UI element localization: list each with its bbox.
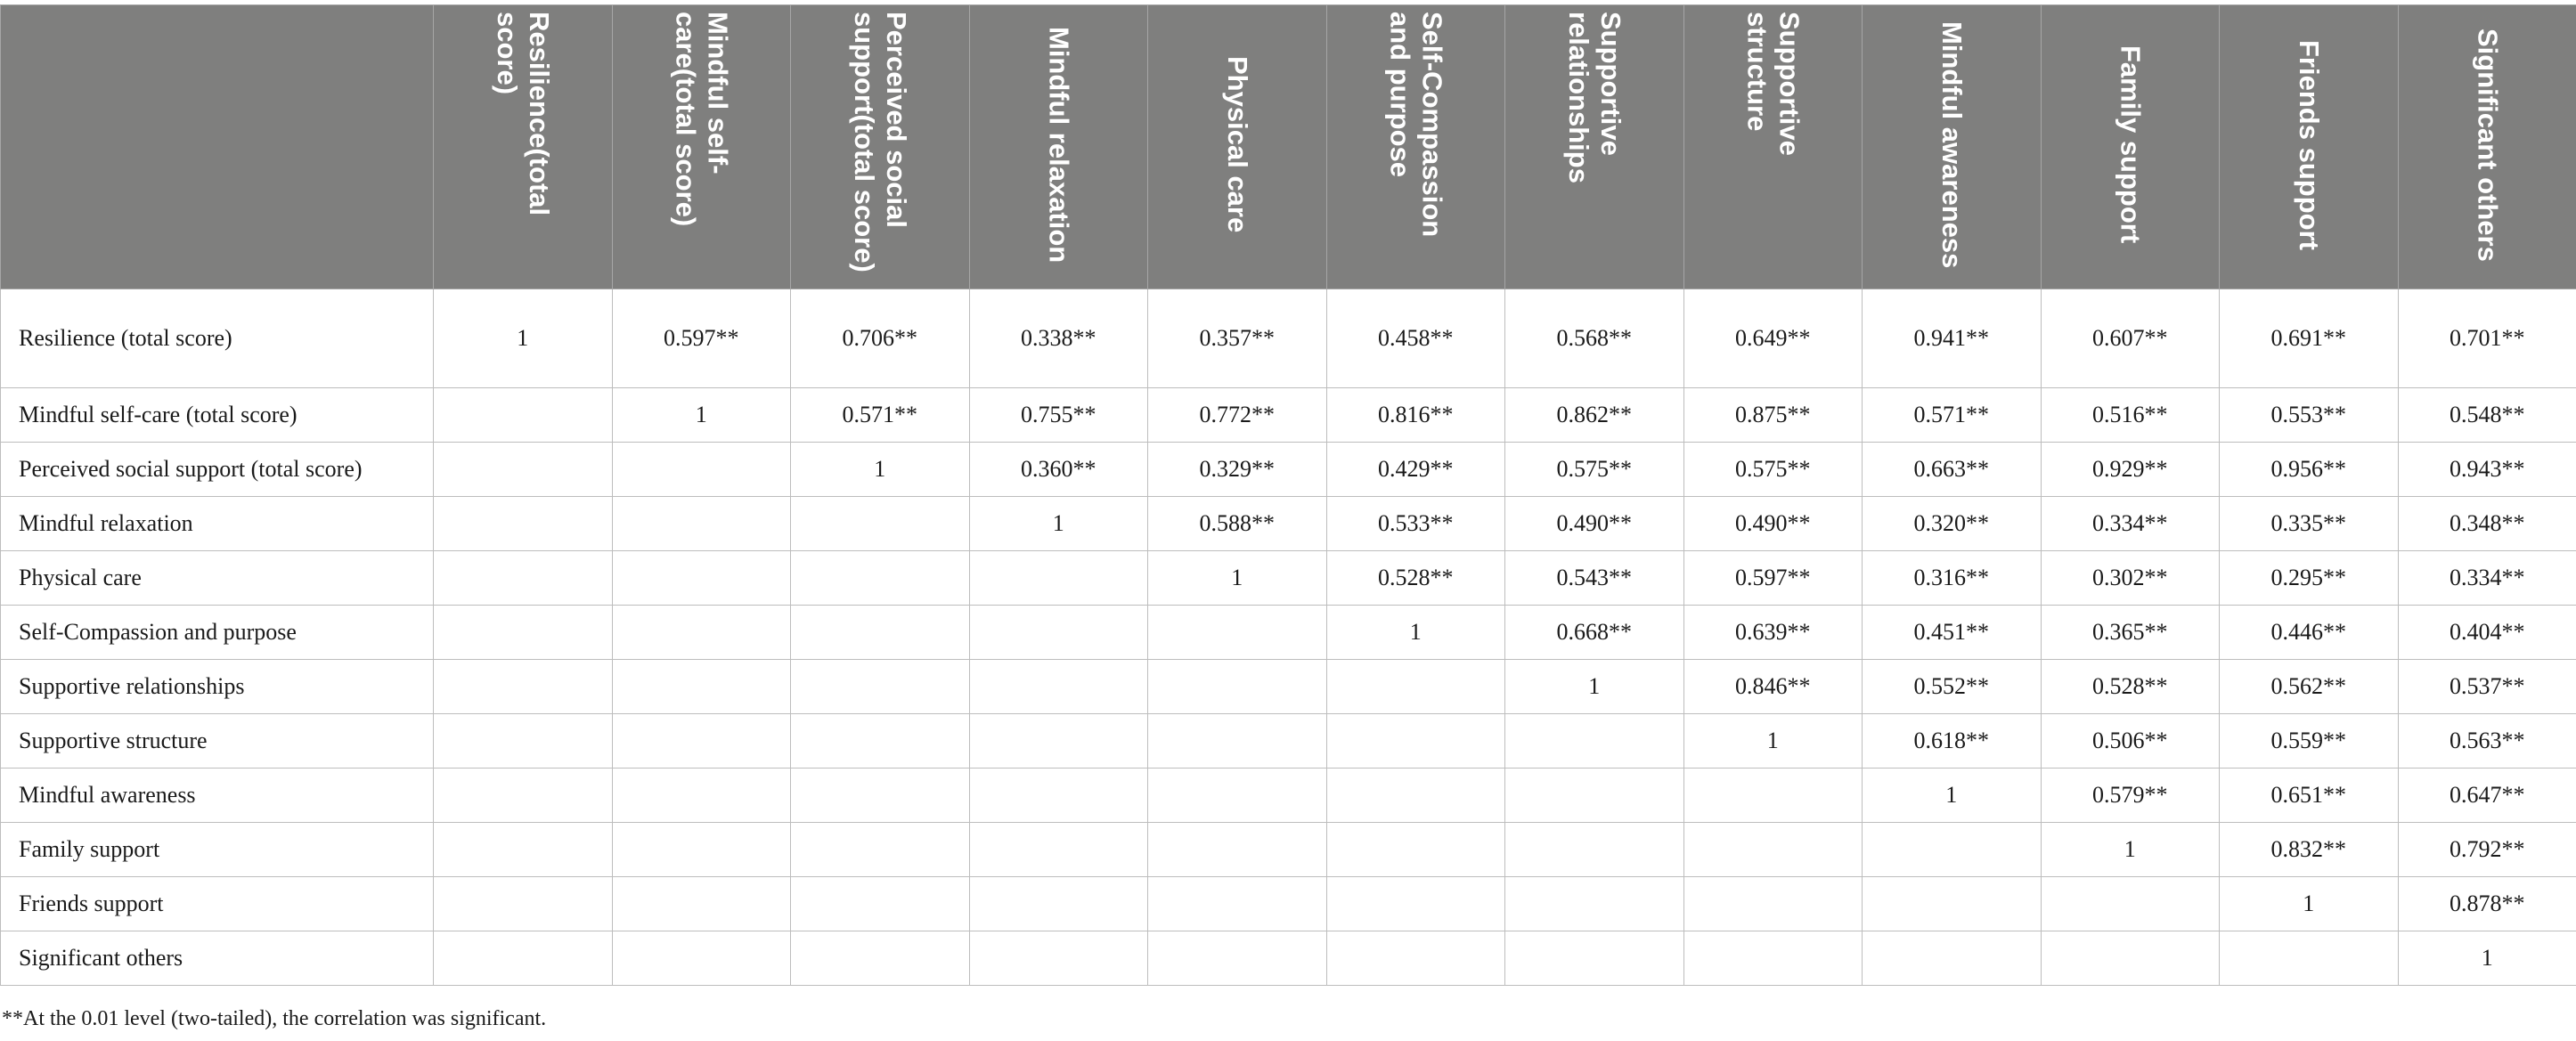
table-cell: 0.528**	[1326, 551, 1505, 606]
table-cell: 1	[1683, 714, 1863, 769]
table-cell: 0.533**	[1326, 497, 1505, 551]
table-cell	[1863, 877, 2042, 931]
table-cell: 0.571**	[1863, 388, 2042, 443]
table-cell	[434, 497, 613, 551]
table-cell	[434, 660, 613, 714]
table-cell: 0.316**	[1863, 551, 2042, 606]
table-cell: 0.878**	[2398, 877, 2576, 931]
column-header	[612, 5, 791, 289]
table-cell	[612, 497, 791, 551]
table-cell	[791, 931, 970, 986]
table-cell: 0.360**	[969, 443, 1148, 497]
table-cell: 0.506**	[2041, 714, 2220, 769]
column-header-label: Perceived social support(total score)	[848, 11, 912, 272]
table-cell	[612, 823, 791, 877]
table-cell: 0.338**	[969, 289, 1148, 388]
table-cell: 0.571**	[791, 388, 970, 443]
column-header-label: Family support	[2115, 45, 2147, 244]
table-cell	[969, 877, 1148, 931]
table-cell: 1	[2398, 931, 2576, 986]
row-label: Self-Compassion and purpose	[1, 606, 434, 660]
table-row	[1, 877, 2576, 931]
table-cell	[791, 714, 970, 769]
table-cell	[1148, 660, 1327, 714]
table-cell: 0.329**	[1148, 443, 1327, 497]
table-cell: 0.451**	[1863, 606, 2042, 660]
table-body	[1, 289, 2576, 986]
table-cell	[969, 931, 1148, 986]
table-row	[1, 289, 2576, 388]
table-cell	[612, 877, 791, 931]
table-cell: 0.548**	[2398, 388, 2576, 443]
table-row	[1, 714, 2576, 769]
row-label: Physical care	[1, 551, 434, 606]
column-header-label: Supportive relationships	[1562, 11, 1626, 183]
table-cell	[791, 497, 970, 551]
table-cell: 1	[1148, 551, 1327, 606]
column-header	[434, 5, 613, 289]
table-cell: 1	[791, 443, 970, 497]
table-row	[1, 769, 2576, 823]
table-cell	[1683, 769, 1863, 823]
table-cell	[1505, 769, 1684, 823]
table-cell	[612, 931, 791, 986]
table-cell: 0.597**	[1683, 551, 1863, 606]
table-cell: 0.755**	[969, 388, 1148, 443]
table-cell: 0.528**	[2041, 660, 2220, 714]
column-header	[1148, 5, 1327, 289]
table-cell: 0.929**	[2041, 443, 2220, 497]
table-cell: 0.537**	[2398, 660, 2576, 714]
table-header	[1, 5, 2576, 289]
table-cell: 0.862**	[1505, 388, 1684, 443]
column-header-label: Resilience(total score)	[491, 11, 555, 216]
table-cell: 0.575**	[1505, 443, 1684, 497]
table-cell	[612, 769, 791, 823]
table-cell: 0.348**	[2398, 497, 2576, 551]
table-cell: 0.575**	[1683, 443, 1863, 497]
table-cell: 0.295**	[2220, 551, 2399, 606]
table-cell: 0.302**	[2041, 551, 2220, 606]
column-header-label: Mindful awareness	[1936, 20, 1968, 269]
table-cell: 0.553**	[2220, 388, 2399, 443]
column-header-label: Physical care	[1221, 56, 1253, 233]
table-cell	[434, 769, 613, 823]
table-cell: 0.618**	[1863, 714, 2042, 769]
table-cell	[791, 660, 970, 714]
table-cell: 0.663**	[1863, 443, 2042, 497]
table-row	[1, 606, 2576, 660]
column-header-label: Friends support	[2293, 39, 2325, 250]
row-label: Mindful self-care (total score)	[1, 388, 434, 443]
table-cell: 0.320**	[1863, 497, 2042, 551]
table-cell	[1148, 931, 1327, 986]
table-cell: 0.559**	[2220, 714, 2399, 769]
table-cell	[1505, 931, 1684, 986]
table-cell: 0.429**	[1326, 443, 1505, 497]
table-cell	[1326, 660, 1505, 714]
table-cell: 0.334**	[2041, 497, 2220, 551]
table-cell	[791, 823, 970, 877]
table-row	[1, 660, 2576, 714]
table-cell: 1	[434, 289, 613, 388]
table-cell: 0.772**	[1148, 388, 1327, 443]
row-label: Mindful awareness	[1, 769, 434, 823]
table-cell	[1863, 823, 2042, 877]
table-row	[1, 931, 2576, 986]
table-cell	[434, 606, 613, 660]
table-cell	[434, 551, 613, 606]
column-header	[2220, 5, 2399, 289]
table-cell	[969, 714, 1148, 769]
table-cell	[434, 877, 613, 931]
row-label: Supportive relationships	[1, 660, 434, 714]
row-label: Family support	[1, 823, 434, 877]
table-cell	[2041, 877, 2220, 931]
table-cell	[1148, 877, 1327, 931]
table-cell: 0.701**	[2398, 289, 2576, 388]
table-cell	[1148, 714, 1327, 769]
header-corner-cell	[1, 5, 434, 289]
table-cell: 0.792**	[2398, 823, 2576, 877]
correlation-table	[0, 4, 2576, 986]
table-row	[1, 823, 2576, 877]
table-cell	[791, 551, 970, 606]
table-cell: 0.651**	[2220, 769, 2399, 823]
table-cell: 0.446**	[2220, 606, 2399, 660]
table-cell: 1	[1326, 606, 1505, 660]
table-cell	[612, 551, 791, 606]
table-cell	[969, 606, 1148, 660]
table-cell	[1326, 823, 1505, 877]
table-cell: 1	[612, 388, 791, 443]
table-cell: 0.816**	[1326, 388, 1505, 443]
table-cell: 0.647**	[2398, 769, 2576, 823]
table-cell: 0.832**	[2220, 823, 2399, 877]
table-cell	[434, 388, 613, 443]
table-cell	[1326, 931, 1505, 986]
table-cell: 0.597**	[612, 289, 791, 388]
table-cell: 0.649**	[1683, 289, 1863, 388]
table-cell: 0.458**	[1326, 289, 1505, 388]
column-header-label: Supportive structure	[1741, 11, 1806, 156]
table-cell	[791, 877, 970, 931]
table-cell: 0.490**	[1683, 497, 1863, 551]
table-cell	[1863, 931, 2042, 986]
table-cell	[791, 606, 970, 660]
table-footnote: **At the 0.01 level (two-tailed), the correlation was significant.	[2, 1007, 547, 1030]
table-cell	[434, 714, 613, 769]
table-cell: 0.607**	[2041, 289, 2220, 388]
table-cell: 0.357**	[1148, 289, 1327, 388]
table-cell	[1148, 823, 1327, 877]
row-label: Resilience (total score)	[1, 289, 434, 388]
table-cell	[434, 823, 613, 877]
table-row	[1, 551, 2576, 606]
column-header	[1863, 5, 2042, 289]
row-label: Friends support	[1, 877, 434, 931]
table-cell	[2220, 931, 2399, 986]
table-cell: 0.941**	[1863, 289, 2042, 388]
table-cell: 0.404**	[2398, 606, 2576, 660]
table-cell	[1683, 877, 1863, 931]
table-cell: 0.563**	[2398, 714, 2576, 769]
table-cell: 0.562**	[2220, 660, 2399, 714]
column-header-label: Significant others	[2472, 28, 2504, 262]
table-cell	[2041, 931, 2220, 986]
table-cell	[791, 769, 970, 823]
table-cell: 1	[1863, 769, 2042, 823]
table-cell: 0.365**	[2041, 606, 2220, 660]
table-cell: 0.552**	[1863, 660, 2042, 714]
row-label: Significant others	[1, 931, 434, 986]
table-row	[1, 388, 2576, 443]
table-cell	[434, 931, 613, 986]
column-header	[2041, 5, 2220, 289]
table-cell	[1148, 606, 1327, 660]
column-header	[1326, 5, 1505, 289]
column-header-label: Mindful self-care(total score)	[670, 11, 734, 226]
table-cell: 0.956**	[2220, 443, 2399, 497]
table-cell: 1	[2220, 877, 2399, 931]
column-header	[1505, 5, 1684, 289]
table-cell	[969, 823, 1148, 877]
table-cell: 0.706**	[791, 289, 970, 388]
table-cell	[612, 660, 791, 714]
table-cell	[1326, 877, 1505, 931]
table-cell	[612, 443, 791, 497]
table-cell	[434, 443, 613, 497]
table-cell	[1683, 931, 1863, 986]
table-row	[1, 497, 2576, 551]
table-cell: 0.691**	[2220, 289, 2399, 388]
header-row	[1, 5, 2576, 289]
column-header	[969, 5, 1148, 289]
table-cell	[1683, 823, 1863, 877]
table-cell: 0.943**	[2398, 443, 2576, 497]
table-cell: 0.639**	[1683, 606, 1863, 660]
row-label: Mindful relaxation	[1, 497, 434, 551]
table-cell: 0.875**	[1683, 388, 1863, 443]
table-row	[1, 443, 2576, 497]
table-cell	[612, 606, 791, 660]
table-cell: 0.335**	[2220, 497, 2399, 551]
column-header-label: Mindful relaxation	[1043, 26, 1075, 264]
table-cell	[1505, 823, 1684, 877]
table-cell	[969, 769, 1148, 823]
column-header-label: Self-Compassion and purpose	[1384, 11, 1448, 237]
table-cell: 0.334**	[2398, 551, 2576, 606]
table-cell: 0.579**	[2041, 769, 2220, 823]
table-cell: 0.588**	[1148, 497, 1327, 551]
column-header	[2398, 5, 2576, 289]
table-cell	[1505, 714, 1684, 769]
table-cell: 0.846**	[1683, 660, 1863, 714]
table-cell	[969, 660, 1148, 714]
table-cell	[1148, 769, 1327, 823]
row-label: Supportive structure	[1, 714, 434, 769]
table-cell	[612, 714, 791, 769]
table-cell: 0.543**	[1505, 551, 1684, 606]
table-cell	[1326, 714, 1505, 769]
table-cell: 1	[1505, 660, 1684, 714]
table-cell: 1	[969, 497, 1148, 551]
table-cell	[1505, 877, 1684, 931]
column-header	[791, 5, 970, 289]
table-cell: 0.516**	[2041, 388, 2220, 443]
table-cell: 0.568**	[1505, 289, 1684, 388]
table-cell	[969, 551, 1148, 606]
table-cell: 1	[2041, 823, 2220, 877]
table-cell	[1326, 769, 1505, 823]
table-cell: 0.490**	[1505, 497, 1684, 551]
row-label: Perceived social support (total score)	[1, 443, 434, 497]
column-header	[1683, 5, 1863, 289]
table-cell: 0.668**	[1505, 606, 1684, 660]
